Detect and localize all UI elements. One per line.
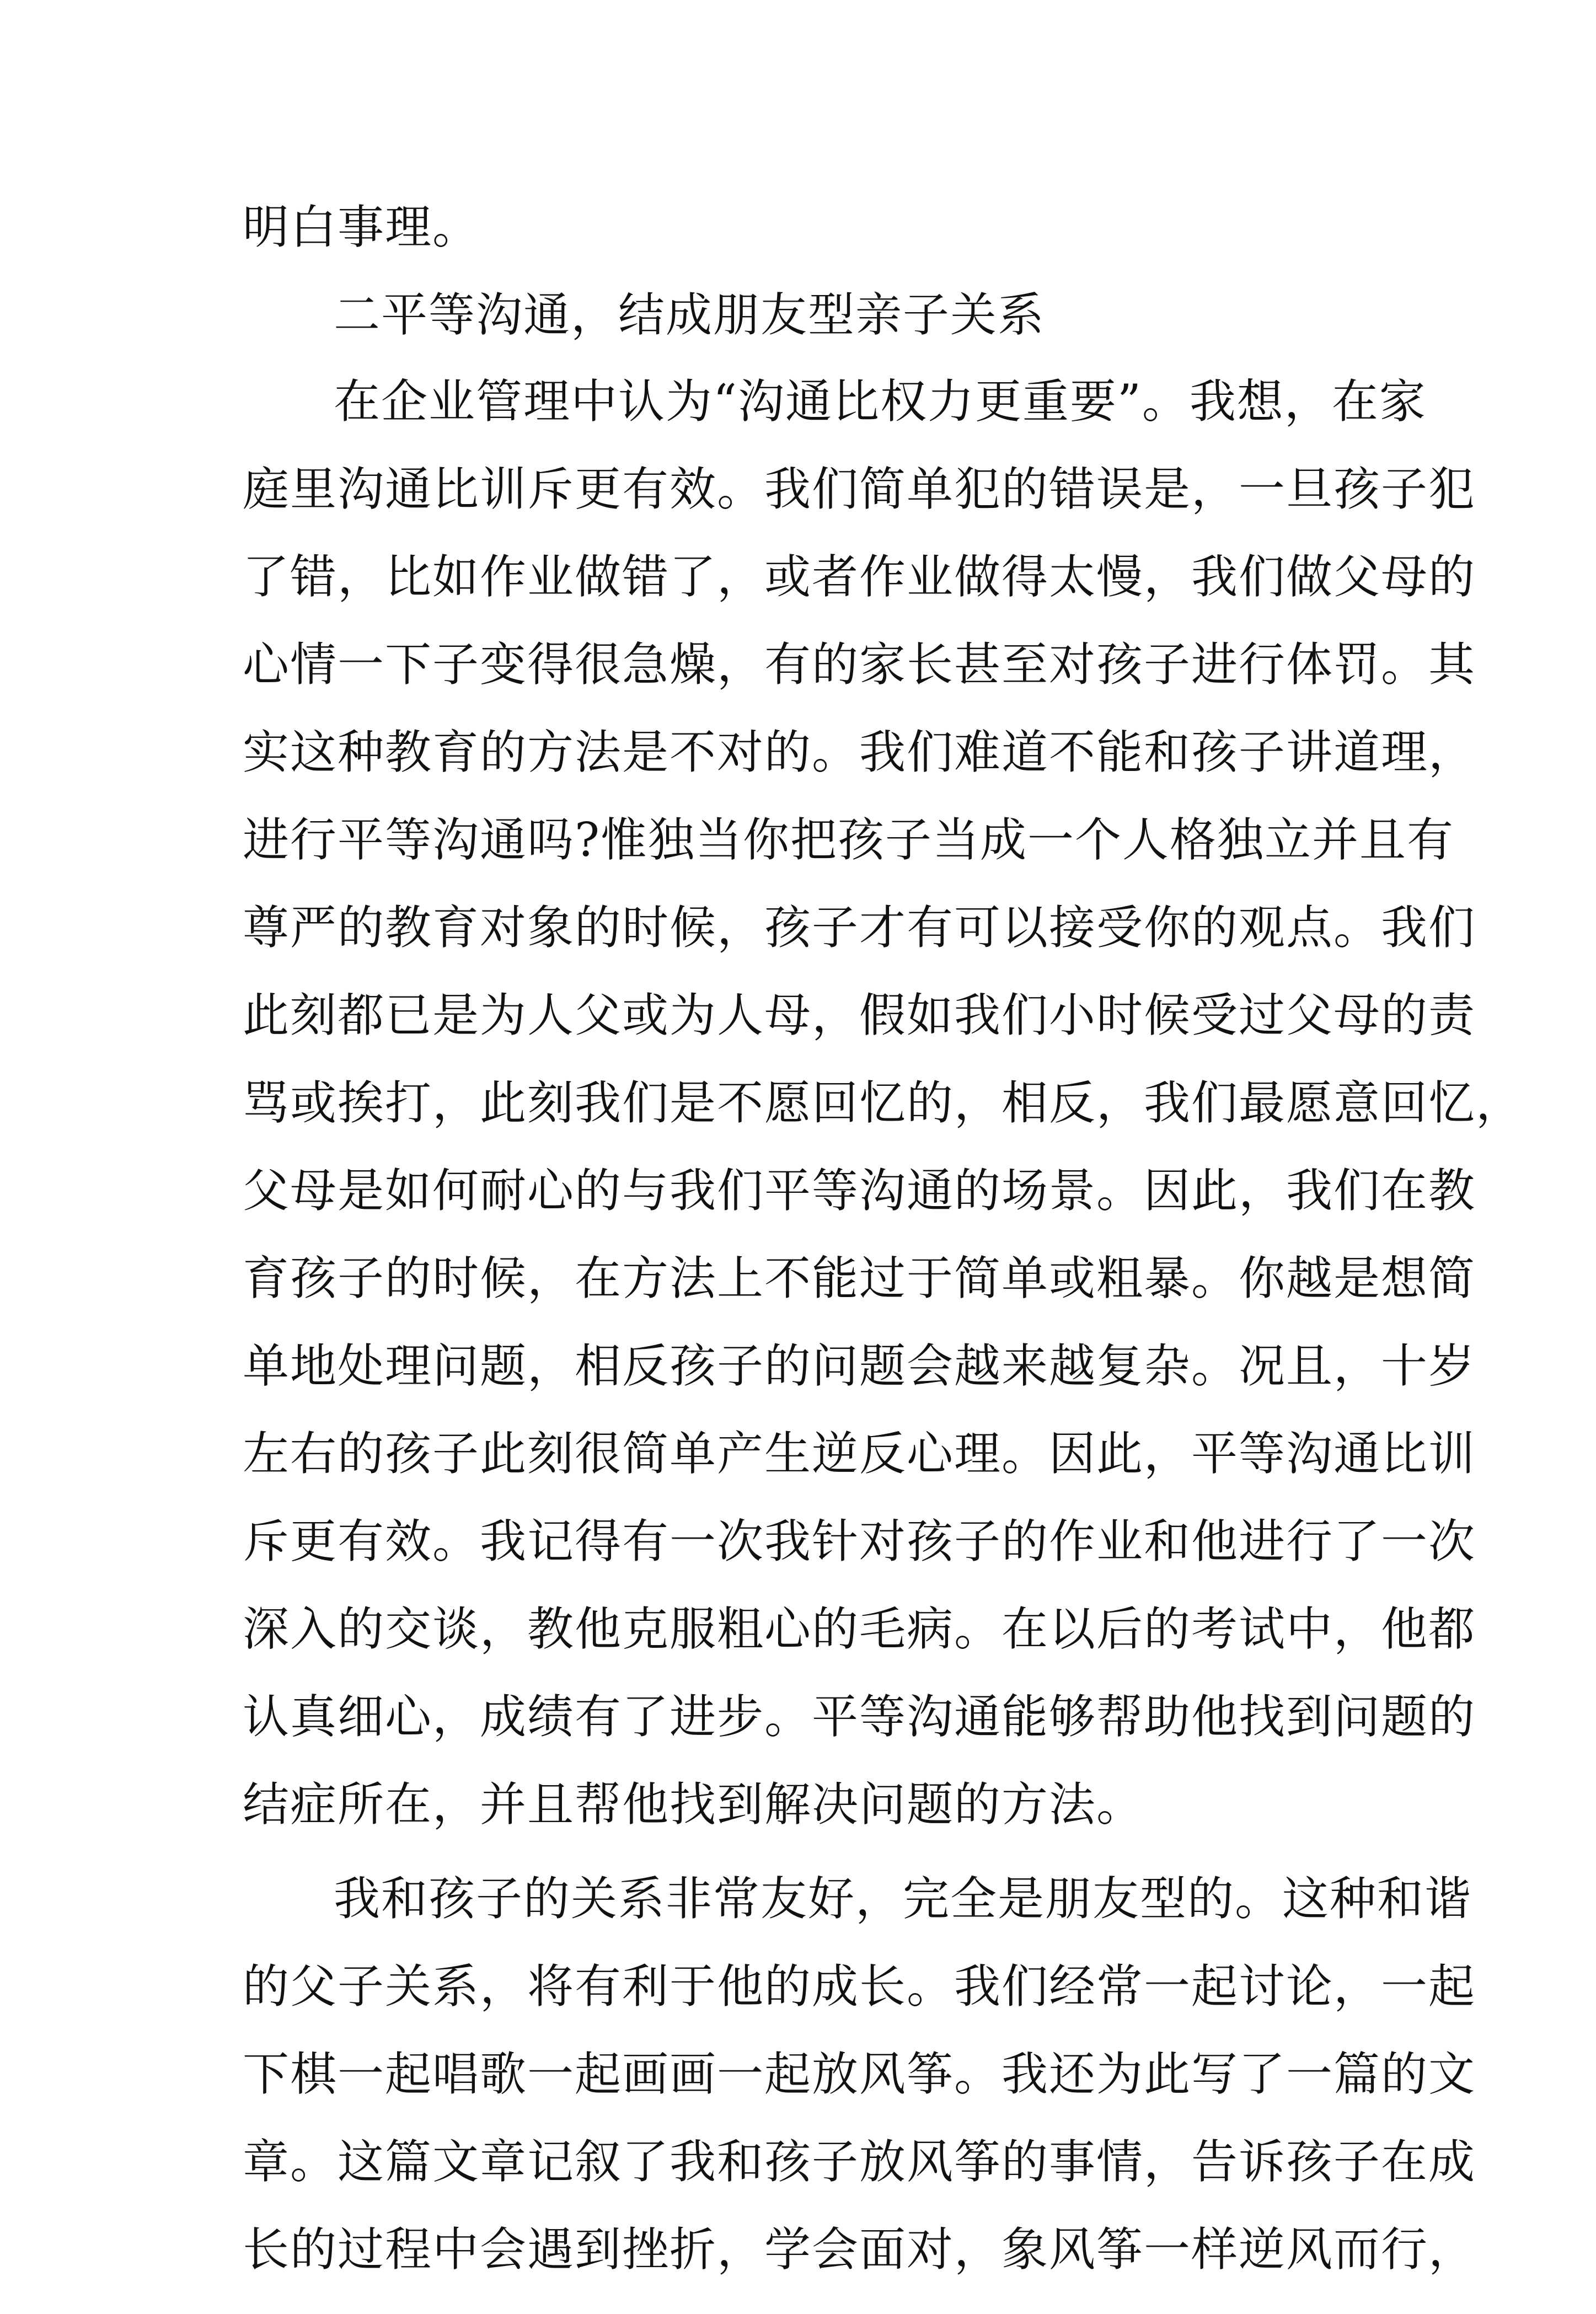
text-line-5: 了错，比如作业做错了，或者作业做得太慢，我们做父母的 xyxy=(243,550,1476,604)
text-line-15: 左右的孩子此刻很简单产生逆反心理。因此，平等沟通比训 xyxy=(243,1427,1476,1481)
text-line-17: 深入的交谈，教他克服粗心的毛病。在以后的考试中，他都 xyxy=(243,1602,1476,1656)
text-line-24: 长的过程中会遇到挫折，学会面对，象风筝一样逆风而行， xyxy=(243,2222,1476,2276)
text-line-9: 尊严的教育对象的时候，孩子才有可以接受你的观点。我们 xyxy=(243,901,1476,955)
section-heading: 二平等沟通，结成朋友型亲子关系 xyxy=(334,288,1046,342)
text-line-11: 骂或挨打，此刻我们是不愿回忆的，相反，我们最愿意回忆， xyxy=(243,1076,1524,1130)
text-line-22: 下棋一起唱歌一起画画一起放风筝。我还为此写了一篇的文 xyxy=(243,2047,1476,2101)
text-line-3: 在企业管理中认为“沟通比权力更重要”。我想，在家 xyxy=(334,374,1427,428)
text-line-20: 我和孩子的关系非常友好，完全是朋友型的。这种和谐 xyxy=(334,1872,1472,1926)
text-line-14: 单地处理问题，相反孩子的问题会越来越复杂。况且，十岁 xyxy=(243,1339,1476,1393)
text-line-1: 明白事理。 xyxy=(243,200,480,254)
text-line-16: 斥更有效。我记得有一次我针对孩子的作业和他进行了一次 xyxy=(243,1514,1476,1568)
text-line-12: 父母是如何耐心的与我们平等沟通的场景。因此，我们在教 xyxy=(243,1164,1476,1218)
text-line-6: 心情一下子变得很急燥，有的家长甚至对孩子进行体罚。其 xyxy=(243,638,1476,692)
text-line-7: 实这种教育的方法是不对的。我们难道不能和孩子讲道理， xyxy=(243,725,1476,779)
text-line-13: 育孩子的时候，在方法上不能过于简单或粗暴。你越是想简 xyxy=(243,1251,1476,1305)
text-line-8: 进行平等沟通吗?惟独当你把孩子当成一个人格独立并且有 xyxy=(243,813,1455,867)
text-line-19: 结症所在，并且帮他找到解决问题的方法。 xyxy=(243,1777,1144,1831)
text-line-21: 的父子关系，将有利于他的成长。我们经常一起讨论，一起 xyxy=(243,1959,1476,2013)
text-line-4: 庭里沟通比训斥更有效。我们简单犯的错误是，一旦孩子犯 xyxy=(243,462,1476,516)
text-line-18: 认真细心，成绩有了进步。平等沟通能够帮助他找到问题的 xyxy=(243,1690,1476,1744)
text-line-23: 章。这篇文章记叙了我和孩子放风筝的事情，告诉孩子在成 xyxy=(243,2135,1476,2189)
document-body xyxy=(243,200,1524,2314)
text-line-10: 此刻都已是为人父或为人母，假如我们小时候受过父母的责 xyxy=(243,988,1476,1042)
